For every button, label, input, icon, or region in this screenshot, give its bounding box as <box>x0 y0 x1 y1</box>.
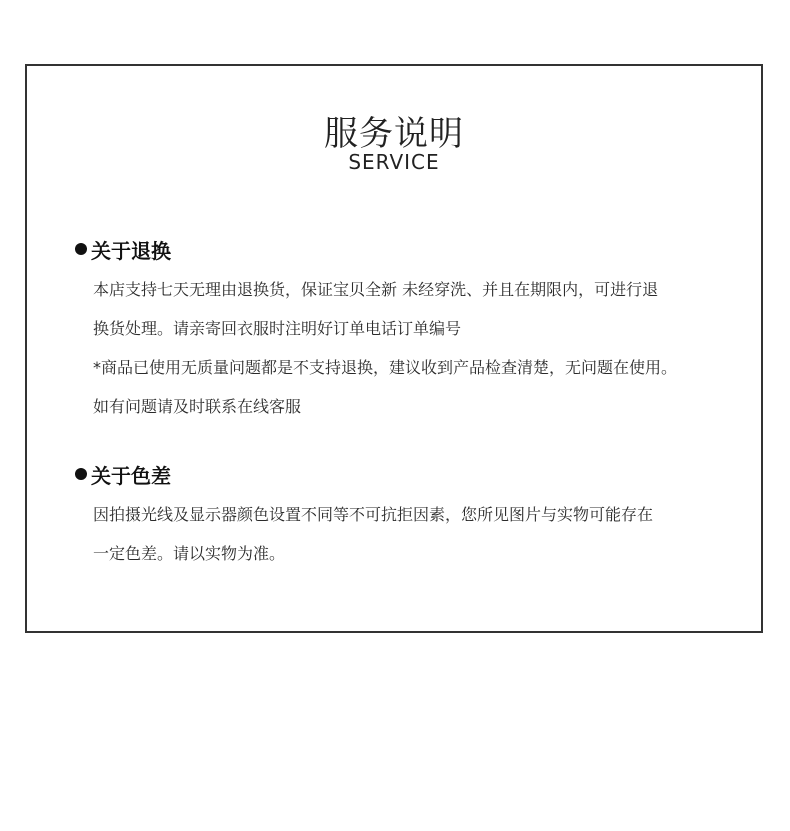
section-heading <box>75 234 741 264</box>
page-title: 服务说明 <box>324 114 464 154</box>
section-heading-label: 关于退换 <box>91 238 171 263</box>
body-line: 本店支持七天无理由退换货，保证宝贝全新 未经穿洗、并且在期限内，可进行退 <box>93 280 659 299</box>
bullet-icon <box>75 468 87 480</box>
section-body <box>75 495 741 573</box>
body-line: *商品已使用无质量问题都是不支持退换，建议收到产品检查清楚，无问题在使用。 <box>93 358 678 377</box>
section-heading-label: 关于色差 <box>91 463 171 488</box>
section-returns <box>75 234 741 426</box>
section-body <box>75 270 741 426</box>
page-subtitle: SERVICE <box>348 150 440 174</box>
body-line: 换货处理。请亲寄回衣服时注明好订单电话订单编号 <box>93 319 462 338</box>
body-line: 因拍摄光线及显示器颜色设置不同等不可抗拒因素，您所见图片与实物可能存在 <box>93 505 654 524</box>
body-line: 如有问题请及时联系在线客服 <box>93 397 302 416</box>
section-heading <box>75 459 741 489</box>
body-line: 一定色差。请以实物为准。 <box>93 544 286 563</box>
service-notice-box <box>25 64 763 633</box>
bullet-icon <box>75 243 87 255</box>
section-color-difference <box>75 459 741 573</box>
